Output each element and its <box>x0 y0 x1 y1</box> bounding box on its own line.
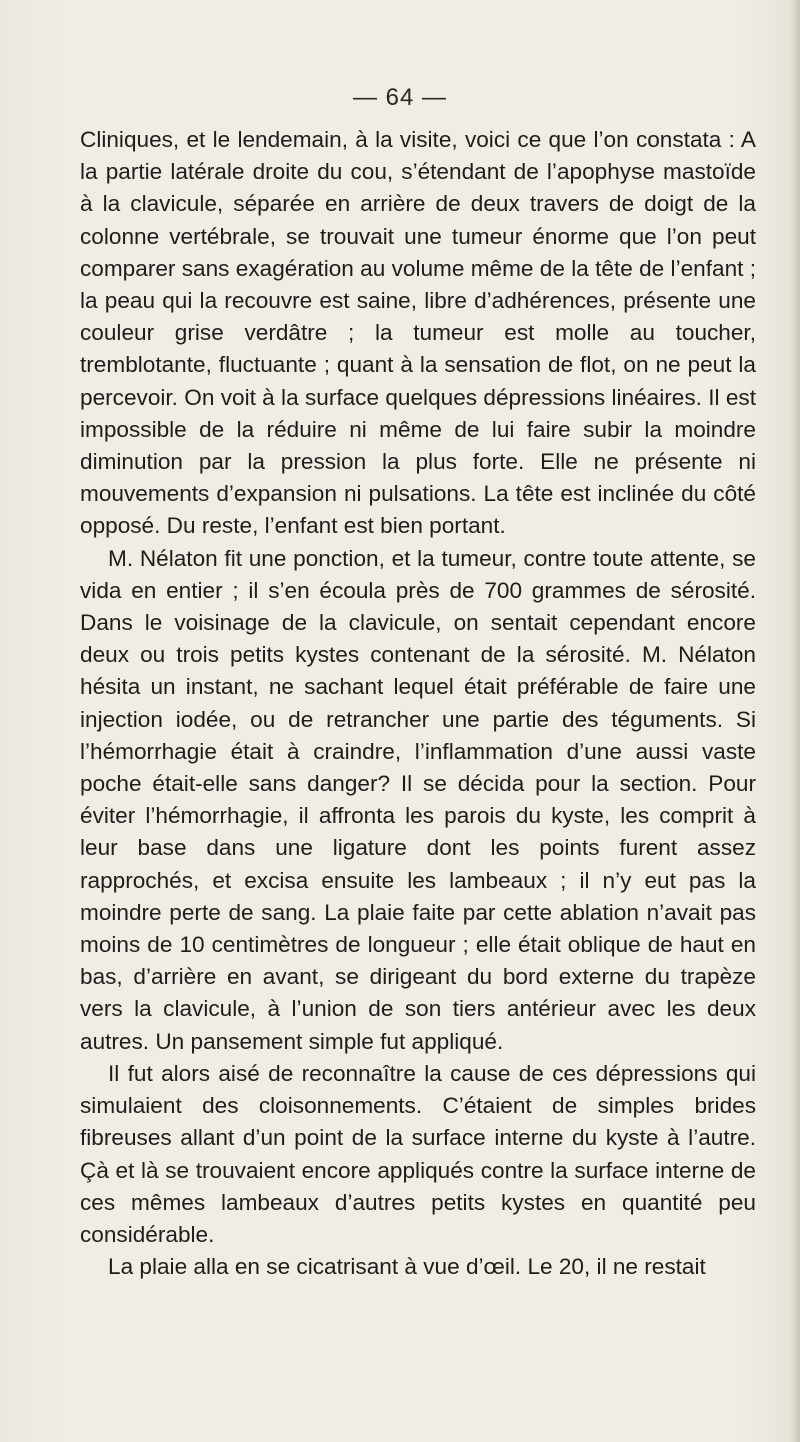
body-text <box>80 124 756 1283</box>
page-edge-shadow <box>790 0 800 1442</box>
paragraph-2: M. Nélaton fit une ponction, et la tumeur, contre toute attente, se vida en entier ; il s’en écoula près de 700 grammes de sérosité. Dans le voisinage de la clavicule, on sentait cependant encore deux ou trois petits kystes contenant de la sérosité. M. Nélaton hésita un instant, ne sachant lequel était préférable de faire une injection iodée, ou de retrancher une partie des téguments. Si l’hémorrhagie était à craindre, l’inflammation d’une aussi vaste poche était-elle sans danger? Il se décida pour la section. Pour éviter l’hémorrhagie, il affronta les parois du kyste, les comprit à leur base dans une ligature dont les points furent assez rapprochés, et excisa ensuite les lambeaux ; il n’y eut pas la moindre perte de sang. La plaie faite par cette ablation n’avait pas moins de 10 centimètres de longueur ; elle était oblique de haut en bas, d’arrière en avant, se dirigeant du bord externe du trapèze vers la clavicule, à l’union de son tiers antérieur avec les deux autres. Un pansement simple fut appliqué. <box>80 545 756 1054</box>
paragraph-1: Cliniques, et le lendemain, à la visite, voici ce que l’on constata : A la partie latérale droite du cou, s’étendant de l’apophyse mastoïde à la clavicule, séparée en arrière de deux travers de doigt de la colonne vertébrale, se trouvait une tumeur énorme que l’on peut comparer sans exagération au volume même de la tête de l’enfant ; la peau qui la recouvre est saine, libre d’adhérences, présente une couleur grise verdâtre ; la tumeur est molle au toucher, tremblotante, fluctuante ; quant à la sensation de flot, on ne peut la percevoir. On voit à la surface quelques dépressions linéaires. Il est impossible de la réduire ni même de lui faire subir la moindre diminution par la pression la plus forte. Elle ne présente ni mouvements d’expansion ni pulsations. La tête est inclinée du côté opposé. Du reste, l’enfant est bien portant. <box>80 127 756 539</box>
paragraph-4: La plaie alla en se cicatrisant à vue d’œil. Le 20, il ne restait <box>108 1254 706 1280</box>
page-number-header: — 64 — <box>352 84 448 111</box>
paragraph-3: Il fut alors aisé de reconnaître la cause de ces dépressions qui simulaient des cloisonnements. C’étaient de simples brides fibreuses allant d’un point de la surface interne du kyste à l’autre. Çà et là se trouvaient encore appliqués contre la surface interne de ces mêmes lambeaux d’autres petits kystes en quantité peu considérable. <box>80 1060 756 1247</box>
